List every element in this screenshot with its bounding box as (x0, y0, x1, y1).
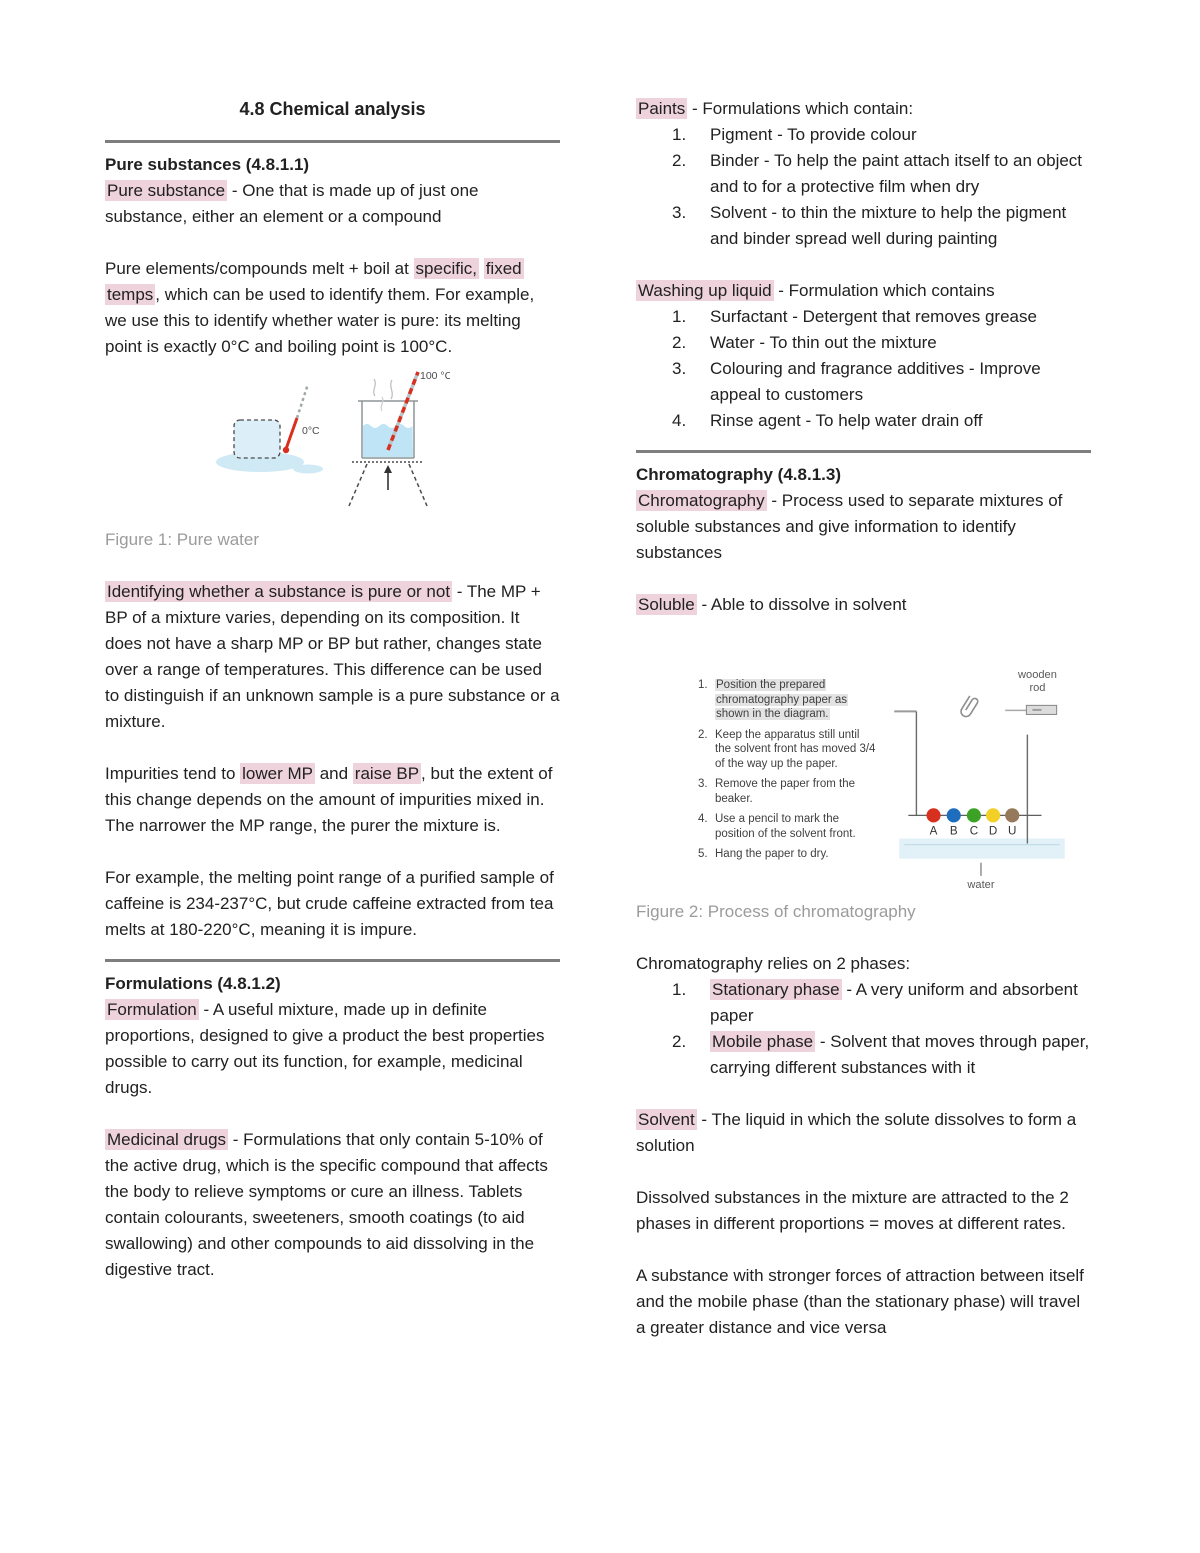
heat-arrow-head (384, 465, 392, 473)
steam-icon (391, 380, 393, 399)
list-item (698, 678, 876, 722)
ice-cube-icon (234, 420, 280, 458)
phases-paragraph: Chromatography relies on 2 phases: (636, 954, 911, 973)
section-divider (105, 140, 560, 143)
figure-1 (205, 366, 560, 519)
step-text: Remove the paper from the beaker. (715, 778, 855, 805)
list-item (698, 812, 876, 841)
melt-boil-paragraph: Pure elements/compounds melt + boil at specific, fixed temps , which can be used to identify them. For example, we use this to identify whether water is pure: its melting point is exactly 0°C and boiling point is 100°C. (105, 259, 535, 356)
impurities-paragraph: Impurities tend to lower MP and raise BP , but the extent of this change depends on the amount of impurities mixed in. The narrower the MP range, the purer the mixture is. (105, 764, 553, 835)
heading-pure-substances: Pure substances (4.8.1.1) (105, 155, 310, 174)
heading-chromatography: Chromatography (4.8.1.3) (636, 465, 841, 484)
list-item: Water - To thin out the mixture (710, 333, 937, 352)
dissolved-paragraph: Dissolved substances in the mixture are attracted to the 2 phases in different proportions = moves at different rates. (636, 1188, 1069, 1233)
figure-2-caption: Figure 2: Process of chromatography (636, 902, 916, 921)
page-title: 4.8 Chemical analysis (239, 99, 426, 119)
paints-paragraph: Paints - Formulations which contain: (638, 99, 914, 118)
chromatography-definition: Chromatography - Process used to separate mixtures of soluble substances and give information to identify substances (636, 491, 1063, 562)
heading-formulations: Formulations (4.8.1.2) (105, 974, 281, 993)
list-item: Pigment - To provide colour (710, 125, 917, 144)
identifying-paragraph: Identifying whether a substance is pure or not - The MP + BP of a mixture varies, depending on its composition. It does not have a sharp MP or BP but rather, changes state over a range of temperatures. This difference can be used to distinguish if an unknown sample is a pure substance or a mixture. (105, 582, 560, 731)
chromatography-steps-list (698, 678, 876, 868)
pure-water-illustration (205, 366, 450, 511)
sample-spot (1005, 808, 1019, 822)
sample-spot (926, 808, 940, 822)
section-divider (105, 959, 560, 962)
phases-list (636, 977, 1091, 1081)
formulation-definition: Formulation - A useful mixture, made up in definite proportions, designed to give a product the best properties possible to carry out its function, for example, medicinal drugs. (105, 1000, 545, 1097)
list-item (698, 777, 876, 806)
step-text: Position the prepared chromatography paper as shown in the diagram. (716, 679, 848, 720)
thermometer-scale-icon (297, 384, 308, 418)
water-bath (899, 839, 1064, 859)
wooden-rod-label: wooden (1018, 669, 1057, 682)
steam-icon (374, 379, 376, 396)
chromatography-diagram (888, 664, 1080, 891)
step-text: Use a pencil to mark the position of the solvent front. (715, 813, 856, 840)
list-item: Rinse agent - To help water drain off (710, 411, 983, 430)
list-item: Colouring and fragrance additives - Improve appeal to customers (710, 359, 1041, 404)
section-divider (636, 450, 1091, 453)
pure-substance-definition: Pure substance - One that is made up of just one substance, either an element or a compound (105, 181, 479, 226)
stronger-forces-paragraph: A substance with stronger forces of attraction between itself and the mobile phase (than the stationary phase) will travel a greater distance and vice versa (636, 1266, 1084, 1337)
step-text: Hang the paper to dry. (715, 848, 829, 860)
wooden-rod-label: rod (1029, 682, 1046, 695)
paints-list (636, 122, 1091, 252)
soluble-definition: Soluble - Able to dissolve in solvent (638, 595, 907, 614)
list-item: Stationary phase - A very uniform and absorbent paper (710, 980, 1078, 1025)
washing-up-liquid-list (636, 304, 1091, 434)
list-item: Binder - To help the paint attach itself to an object and to for a protective film when dry (710, 151, 1083, 196)
melt-puddle-small (293, 465, 323, 474)
solvent-definition: Solvent - The liquid in which the solute dissolves to form a solution (636, 1110, 1077, 1155)
water-label: water (967, 878, 995, 891)
list-item (698, 728, 876, 772)
sample-spot (986, 808, 1000, 822)
caffeine-paragraph: For example, the melting point range of a purified sample of caffeine is 234-237°C, but crude caffeine extracted from tea melts at 180-220°C, meaning it is impure. (105, 868, 554, 939)
sample-spot (947, 808, 961, 822)
steam-icon (381, 397, 383, 411)
medicinal-drugs-paragraph: Medicinal drugs - Formulations that only contain 5-10% of the active drug, which is the specific compound that affects the body to relieve symptoms or cure an illness. Tablets contain colourants, sweeteners, smooth coatings (to aid swallowing) and other compounds to aid dissolving in the digestive tract. (105, 1130, 548, 1279)
thermometer-stem-icon (286, 418, 297, 449)
figure-2 (698, 664, 1091, 891)
list-item: Surfactant - Detergent that removes grease (710, 307, 1037, 326)
spot-label: A (929, 824, 938, 838)
spot-label: B (949, 824, 958, 838)
left-column (105, 96, 560, 1309)
sample-spot (967, 808, 981, 822)
list-item: Mobile phase - Solvent that moves through paper, carrying different substances with it (710, 1032, 1090, 1077)
boiling-water (363, 424, 413, 457)
tripod-leg-icon (349, 464, 367, 506)
spot-label: D (988, 824, 998, 838)
list-item (698, 847, 876, 862)
ice-temp-label: 0°C (302, 425, 320, 437)
right-column (636, 96, 1091, 1367)
list-item: Solvent - to thin the mixture to help the pigment and binder spread well during painting (710, 203, 1067, 248)
spot-label: C (969, 824, 979, 838)
washing-up-liquid-paragraph: Washing up liquid - Formulation which contains (638, 281, 995, 300)
tripod-leg-icon (409, 464, 427, 506)
figure-1-caption: Figure 1: Pure water (105, 530, 260, 549)
boil-temp-label: 100 °C (420, 370, 450, 382)
paper-clip-icon (959, 695, 979, 718)
spot-label: U (1008, 824, 1017, 838)
step-text: Keep the apparatus still until the solvent front has moved 3/4 of the way up the paper. (715, 728, 876, 770)
